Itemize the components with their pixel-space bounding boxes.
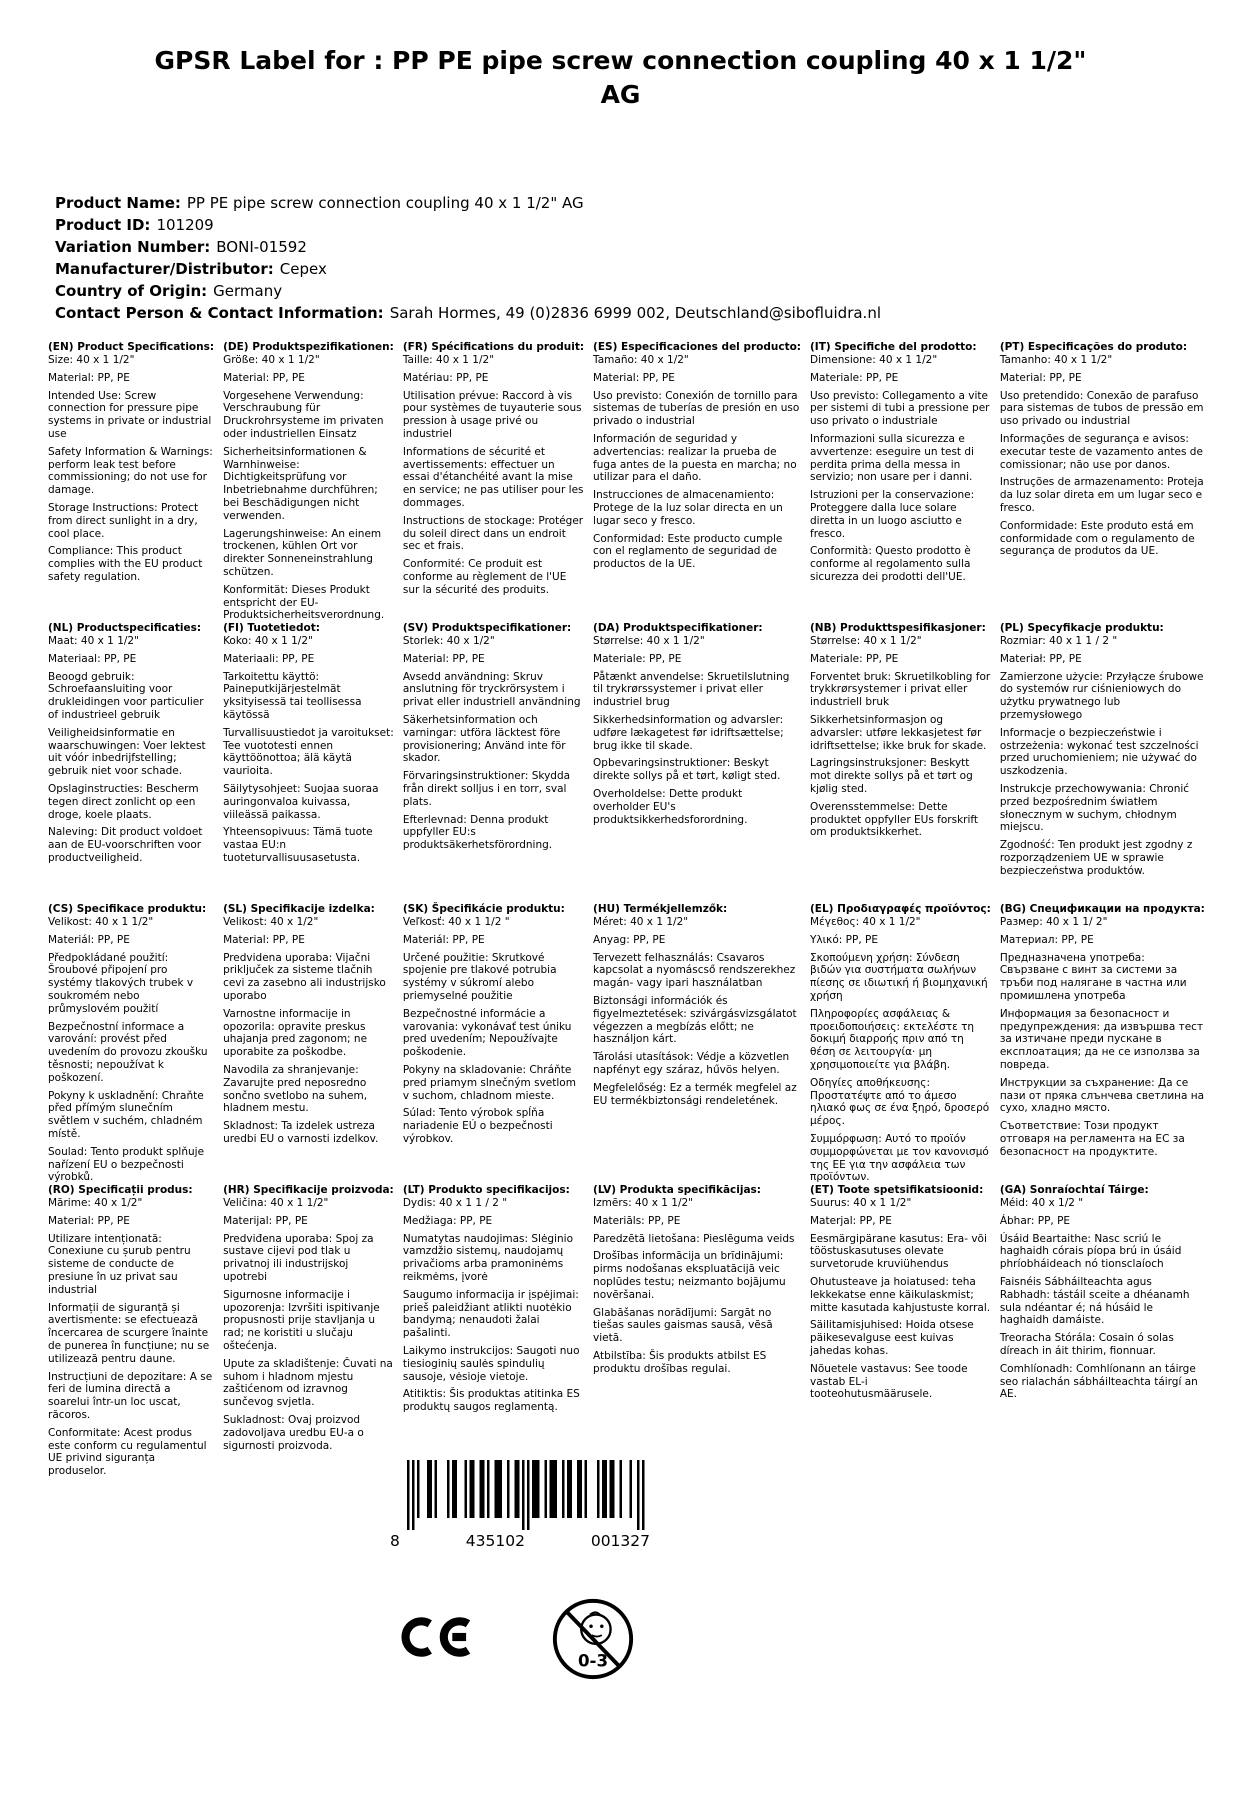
- language-grid: [48, 341, 1205, 1478]
- language-block: [593, 622, 801, 903]
- language-block: [48, 1184, 214, 1478]
- spec-paragraph: Materiale: PP, PE: [810, 652, 899, 665]
- product-info-label: Country of Origin:: [55, 282, 208, 300]
- spec-paragraph: Instrucțiuni de depozitare: A se feri de lumina directă a soarelui într-un loc uscat, răcoros.: [48, 1370, 213, 1421]
- spec-paragraph: Overensstemmelse: Dette produktet oppfyller EUs forskrift om produktsikkerhet.: [810, 800, 979, 839]
- spec-paragraph: Инструкции за съхранение: Да се пази от пряка слънчева светлина на сухо, хладно място.: [999, 1076, 1205, 1115]
- block-heading: (LV) Produkta specifikācijas:: [593, 1184, 762, 1196]
- spec-paragraph: Treoracha Stórála: Cosain ó solas díreach in áit thirim, fionnuar.: [999, 1332, 1174, 1357]
- product-info-label: Product Name:: [55, 194, 181, 212]
- spec-paragraph: Materiale: PP, PE: [810, 371, 899, 384]
- spec-paragraph: Suurus: 40 x 1 1/2": [810, 1197, 912, 1209]
- spec-paragraph: Materiale: PP, PE: [593, 652, 682, 665]
- language-block: [810, 341, 991, 622]
- block-body: [1000, 635, 1205, 878]
- spec-paragraph: Zamierzone użycie: Przyłącze śrubowe do systemów rur ciśnieniowych do użytku prywatnego lub przemysłowego: [999, 670, 1204, 721]
- block-heading: (FI) Tuotetiedot:: [223, 622, 320, 634]
- spec-paragraph: Sigurnosne informacije i upozorenja: Izvršiti ispitivanje propusnosti prije stavljanja u rad; ne koristiti u slučaju oštećenja.: [223, 1288, 380, 1352]
- block-body: [403, 1197, 584, 1414]
- spec-paragraph: Efterlevnad: Denna produkt uppfyller EU:s produktsäkerhetsförordning.: [402, 813, 553, 852]
- block-body: [810, 354, 991, 584]
- spec-paragraph: Medžiaga: PP, PE: [402, 1214, 493, 1227]
- spec-paragraph: Faisnéis Sábháilteachta agus Rabhadh: tástáil sceite a dhéanamh sula ndéantar é; ná húsáid le haghaidh damáiste.: [999, 1275, 1190, 1327]
- language-block: [593, 1184, 801, 1465]
- block-body: [593, 635, 801, 826]
- spec-paragraph: Konformität: Dieses Produkt entspricht der EU-Produktsicherheitsverordnung.: [223, 583, 385, 622]
- spec-paragraph: Opbevaringsinstruktioner: Beskyt direkte sollys på et tørt, køligt sted.: [593, 757, 781, 783]
- product-info-row: [55, 192, 881, 214]
- product-info-value: BONI-01592: [216, 238, 307, 256]
- spec-paragraph: Bezpečnostné informácie a varovania: vykonávať test úniku pred uvedením; Nepoužívajte poškodenie.: [402, 1007, 572, 1059]
- spec-paragraph: Taille: 40 x 1 1/2": [402, 354, 495, 366]
- page-title: [60, 44, 1181, 112]
- product-info-row: [55, 280, 881, 302]
- spec-paragraph: Conformità: Questo prodotto è conforme al regolamento sulla sicurezza dei prodotti dell'UE.: [810, 545, 971, 583]
- spec-paragraph: Storlek: 40 x 1/2": [402, 635, 495, 647]
- spec-paragraph: Yhteensopivuus: Tämä tuote vastaa EU:n tuoteturvallisuusasetusta.: [223, 826, 373, 864]
- page-title-line1: GPSR Label for : PP PE pipe screw connection coupling 40 x 1 1/2": [154, 46, 1087, 75]
- spec-paragraph: Méret: 40 x 1 1/2": [593, 916, 689, 928]
- block-heading: (GA) Sonraíochtaí Táirge:: [999, 1184, 1149, 1196]
- block-body: [403, 354, 584, 597]
- spec-paragraph: Sikkerhetsinformasjon og advarsler: utføre lekkasjetest før idriftsettelse; ikke bruk for skade.: [810, 713, 987, 752]
- language-block: [223, 622, 394, 903]
- spec-paragraph: Méid: 40 x 1/2 ": [999, 1197, 1084, 1209]
- spec-paragraph: Skladnost: Ta izdelek ustreza uredbi EU o varnosti izdelkov.: [223, 1120, 379, 1145]
- block-heading: (HR) Specifikacije proizvoda:: [223, 1184, 394, 1196]
- block-heading: (SL) Specifikacije izdelka:: [223, 903, 375, 915]
- spec-paragraph: Tarkoitettu käyttö: Paineputkijärjestelmät yksityisessä tai teollisessa käytössä: [223, 670, 362, 721]
- spec-paragraph: Materiāls: PP, PE: [593, 1214, 681, 1227]
- spec-paragraph: Pokyny k uskladnění: Chraňte před přímým slunečním světlem v suchém, chladném místě.: [48, 1089, 204, 1140]
- spec-paragraph: Material: PP, PE: [402, 652, 485, 665]
- block-body: [48, 1197, 214, 1478]
- spec-paragraph: Instrucciones de almacenamiento: Protege de la luz solar directa en un lugar seco y fresco.: [593, 489, 783, 527]
- language-block: [1000, 903, 1205, 1184]
- spec-paragraph: Upute za skladištenje: Čuvati na suhom i hladnom mjestu zaštićenom od izravnog sunčevog svjetla.: [223, 1357, 393, 1409]
- product-info-row: [55, 258, 881, 280]
- spec-paragraph: Σκοπούμενη χρήση: Σύνδεση βιδών για συστήματα σωλήνων πίεσης σε ιδιωτική ή βιομηχανική χρήση: [810, 951, 988, 1002]
- spec-paragraph: Größe: 40 x 1 1/2": [223, 354, 320, 366]
- block-body: [1000, 1197, 1205, 1401]
- spec-paragraph: Lagringsinstruksjoner: Beskytt mot direkte sollys på et tørt og kjølig sted.: [810, 757, 973, 795]
- spec-paragraph: Určené použitie: Skrutkové spojenie pre tlakové potrubia systémy v súkromí alebo priemyselné použitie: [402, 951, 557, 1002]
- spec-paragraph: Saugumo informacija ir įspėjimai: prieš paleidžiant atlikti nuotėkio bandymą; nenaudoti žalai pašalinti.: [402, 1288, 579, 1340]
- block-body: [1000, 354, 1205, 558]
- block-body: [223, 1197, 394, 1452]
- spec-paragraph: Compliance: This product complies with the EU product safety regulation.: [48, 545, 203, 583]
- language-block: [593, 341, 801, 622]
- block-heading: (EL) Προδιαγραφές προϊόντος:: [810, 903, 991, 915]
- product-info-value: Germany: [213, 282, 283, 300]
- spec-paragraph: Informações de segurança e avisos: executar teste de vazamento antes de comissionar; não use por danos.: [999, 432, 1203, 471]
- spec-paragraph: Ohutusteave ja hoiatused: teha lekkekatse enne käikulaskmist; mitte kasutada kahjustuste korral.: [810, 1275, 991, 1314]
- spec-paragraph: Uso previsto: Collegamento a vite per sistemi di tubi a pressione per uso privato o industriale: [810, 389, 990, 428]
- product-info-value: 101209: [156, 216, 214, 234]
- product-info-label: Manufacturer/Distributor:: [55, 260, 274, 278]
- spec-paragraph: Mărime: 40 x 1/2": [48, 1197, 143, 1209]
- spec-paragraph: Πληροφορίες ασφάλειας & προειδοποιήσεις: εκτελέστε τη δοκιμή διαρροής πριν από τη θέση σε λειτουργία· μη χρησιμοποιείτε για βλάβη.: [810, 1007, 975, 1071]
- spec-paragraph: Istruzioni per la conservazione: Proteggere dalla luce solare diretta in un luogo asciutto e fresco.: [810, 489, 975, 540]
- spec-paragraph: Intended Use: Screw connection for pressure pipe systems in private or industrial use: [48, 389, 212, 440]
- spec-paragraph: Dimensione: 40 x 1 1/2": [810, 354, 938, 366]
- spec-paragraph: Tamanho: 40 x 1 1/2": [999, 354, 1113, 366]
- spec-paragraph: Påtænkt anvendelse: Skruetilslutning til trykrørssystemer i privat eller industriel brug: [593, 670, 790, 709]
- spec-paragraph: Instrukcje przechowywania: Chronić przed bezpośrednim światłem słonecznym w suchym, chłodnym miejscu.: [999, 782, 1190, 834]
- language-block: [810, 622, 991, 903]
- spec-paragraph: Glabāšanas norādījumi: Sargāt no tiešas saules gaismas sausā, vēsā vietā.: [593, 1306, 773, 1345]
- language-block: [223, 1184, 394, 1465]
- language-block: [223, 903, 394, 1184]
- spec-paragraph: Sicherheitsinformationen & Warnhinweise: Dichtigkeitsprüfung vor Inbetriebnahme durchführen; bei Beschädigungen nicht verwenden.: [223, 445, 378, 522]
- spec-paragraph: Förvaringsinstruktioner: Skydda från direkt solljus i en torr, sval plats.: [402, 770, 571, 808]
- spec-paragraph: Størrelse: 40 x 1 1/2": [810, 635, 922, 647]
- spec-paragraph: Материал: PP, PE: [999, 933, 1094, 946]
- spec-paragraph: Forventet bruk: Skruetilkobling for trykkrørsystemer i privat eller industriell bruk: [810, 670, 991, 709]
- spec-paragraph: Vorgesehene Verwendung: Verschraubung für Druckrohrsysteme im privaten oder industriellen Einsatz: [223, 389, 384, 440]
- spec-paragraph: Varnostne informacije in opozorila: opravite preskus uhajanja pred zagonom; ne uporabite za poškodbe.: [223, 1007, 368, 1059]
- spec-paragraph: Megfelelőség: Ez a termék megfelel az EU termékbiztonsági rendeletének.: [593, 1081, 797, 1107]
- spec-paragraph: Veľkosť: 40 x 1 1/2 ": [402, 916, 510, 928]
- block-heading: (NL) Productspecificaties:: [48, 622, 202, 634]
- spec-paragraph: Predvidena uporaba: Vijačni priključek za sisteme tlačnih cevi za zasebno ali industrijsko uporabo: [223, 951, 386, 1002]
- spec-paragraph: Säilitamisjuhised: Hoida otsese päikesevalguse eest kuivas jahedas kohas.: [810, 1319, 974, 1357]
- block-heading: (ET) Toote spetsifikatsioonid:: [810, 1184, 984, 1196]
- block-body: [403, 916, 584, 1146]
- spec-paragraph: Nõuetele vastavus: See toode vastab EL-i tooteohutusmäärusele.: [810, 1362, 968, 1401]
- spec-paragraph: Veiligheidsinformatie en waarschuwingen: Voer lektest uit vóór inbedrijfstelling; gebruik niet voor schade.: [48, 726, 206, 778]
- spec-paragraph: Atitiktis: Šis produktas atitinka ES produktų saugos reglamentą.: [402, 1388, 580, 1414]
- block-heading: (PT) Especificações do produto:: [999, 341, 1188, 353]
- spec-paragraph: Izmērs: 40 x 1 1/2": [593, 1197, 694, 1209]
- block-body: [48, 635, 214, 865]
- block-body: [403, 635, 584, 852]
- language-block: [593, 903, 801, 1184]
- spec-paragraph: Materiaal: PP, PE: [48, 652, 137, 665]
- product-info-label: Product ID:: [55, 216, 151, 234]
- block-body: [593, 1197, 801, 1376]
- spec-paragraph: Laikymo instrukcijos: Saugoti nuo tiesioginių saulės spindulių sausoje, vėsioje vietoje.: [402, 1344, 580, 1383]
- spec-paragraph: Material: PP, PE: [48, 371, 130, 384]
- spec-paragraph: Overholdelse: Dette produkt overholder EU's produktsikkerhedsforordning.: [593, 787, 748, 826]
- spec-paragraph: Предназначена употреба: Свързване с винт за системи за тръби под налягане в частна или промишлена употреба: [999, 951, 1187, 1002]
- barcode-digit-group: 001327: [590, 1532, 650, 1550]
- spec-paragraph: Säkerhetsinformation och varningar: utföra läcktest före provisionering; Använd inte för skador.: [402, 713, 566, 765]
- spec-paragraph: Informații de siguranță și avertismente: se efectuează încercarea de scurgere înainte de punerea în funcțiune; nu se utilizează pentru daune.: [48, 1301, 210, 1365]
- spec-paragraph: Ábhar: PP, PE: [999, 1214, 1071, 1227]
- block-heading: (CS) Specifikace produktu:: [48, 903, 207, 915]
- spec-paragraph: Beoogd gebruik: Schroefaansluiting voor drukleidingen voor particulier of industrieel gebruik: [48, 670, 204, 721]
- spec-paragraph: Información de seguridad y advertencias: realizar la prueba de fuga antes de la puesta en marcha; no utilizar para el daño.: [593, 432, 797, 484]
- spec-paragraph: Informazioni sulla sicurezza e avvertenze: eseguire un test di perdita prima della messa in servizio; non usare per i danni.: [810, 432, 974, 484]
- language-block: [403, 622, 584, 903]
- product-info-row: [55, 236, 881, 258]
- block-body: [1000, 916, 1205, 1159]
- spec-paragraph: Comhlíonadh: Comhlíonann an táirge seo rialachán sábháilteachta táirgí an AE.: [999, 1362, 1198, 1401]
- spec-paragraph: Material: PP, PE: [48, 1214, 130, 1227]
- spec-paragraph: Informacje o bezpieczeństwie i ostrzeżenia: wykonać test szczelności przed uruchomieniem; nie używać do uszkodzenia.: [999, 726, 1199, 778]
- block-body: [810, 916, 991, 1184]
- spec-paragraph: Bezpečnostní informace a varování: provést před uvedením do provozu zkoušku těsnosti; nepoužívat k poškození.: [48, 1020, 208, 1084]
- age-warning-label: 0-3: [577, 1651, 609, 1671]
- block-body: [593, 916, 801, 1107]
- spec-paragraph: Material: PP, PE: [223, 371, 305, 384]
- spec-paragraph: Zgodność: Ten produkt jest zgodny z rozporządzeniem UE w sprawie bezpieczeństwa produktów.: [999, 839, 1193, 877]
- language-block: [48, 341, 214, 622]
- spec-paragraph: Materiál: PP, PE: [48, 933, 130, 946]
- barcode-bars: [407, 1460, 645, 1530]
- product-info-value: Cepex: [279, 260, 327, 278]
- language-block: [223, 341, 394, 622]
- language-block: [1000, 341, 1205, 622]
- spec-paragraph: Utilizare intenționată: Conexiune cu șurub pentru sisteme de conducte de presiune în uz privat sau industrial: [48, 1232, 191, 1296]
- language-block: [48, 903, 214, 1184]
- spec-paragraph: Materiaali: PP, PE: [223, 652, 315, 665]
- spec-paragraph: Úsáid Beartaithe: Nasc scriú le haghaidh córais píopa brú in úsáid phríobháideach nó tionsclaíoch: [999, 1232, 1182, 1271]
- block-heading: (RO) Specificații produs:: [48, 1184, 193, 1196]
- spec-paragraph: Размер: 40 x 1 1/ 2": [999, 916, 1108, 928]
- spec-paragraph: Materiał: PP, PE: [999, 652, 1082, 665]
- spec-paragraph: Størrelse: 40 x 1 1/2": [593, 635, 705, 647]
- language-block: [810, 1184, 991, 1465]
- spec-paragraph: Dydis: 40 x 1 1 / 2 ": [402, 1197, 508, 1209]
- spec-paragraph: Súlad: Tento výrobok spĺňa nariadenie EÚ o bezpečnosti výrobkov.: [402, 1107, 553, 1145]
- product-info-label: Contact Person & Contact Information:: [55, 304, 384, 322]
- spec-paragraph: Safety Information & Warnings: perform leak test before commissioning; do not use for damage.: [48, 445, 213, 497]
- age-warning-icon: [549, 1595, 637, 1683]
- spec-paragraph: Sikkerhedsinformation og advarsler: udføre lækagetest før idriftsættelse; brug ikke til skade.: [593, 713, 784, 752]
- block-heading: (SV) Produktspecifikationer:: [402, 622, 572, 634]
- block-body: [48, 354, 214, 584]
- spec-paragraph: Materjal: PP, PE: [810, 1214, 892, 1227]
- spec-paragraph: Material: PP, PE: [593, 371, 675, 384]
- spec-paragraph: Rozmiar: 40 x 1 1 / 2 ": [999, 635, 1118, 647]
- block-heading: (NB) Produkttspesifikasjoner:: [810, 622, 986, 634]
- spec-paragraph: Uso previsto: Conexión de tornillo para sistemas de tuberías de presión en uso privado o industrial: [593, 389, 800, 428]
- spec-paragraph: Sukladnost: Ovaj proizvod zadovoljava uredbu EU-a o sigurnosti proizvoda.: [223, 1413, 364, 1452]
- spec-paragraph: Maat: 40 x 1 1/2": [48, 635, 139, 647]
- barcode-digit-group: 435102: [465, 1532, 525, 1550]
- spec-paragraph: Atbilstība: Šis produkts atbilst ES produktu drošības regulai.: [593, 1349, 767, 1375]
- block-heading: (LT) Produkto specifikacijos:: [402, 1184, 570, 1196]
- barcode-digit-group: 8: [390, 1532, 400, 1550]
- spec-paragraph: Съответствие: Този продукт отговаря на регламента на ЕС за безопасност на продуктите.: [999, 1120, 1185, 1158]
- product-info-row: [55, 214, 881, 236]
- spec-paragraph: Avsedd användning: Skruv anslutning för tryckrörsystem i privat eller industriell användning: [402, 670, 581, 709]
- spec-paragraph: Matériau: PP, PE: [402, 371, 489, 384]
- spec-paragraph: Lagerungshinweise: An einem trockenen, kühlen Ort vor direkter Sonneneinstrahlung schützen.: [223, 527, 382, 578]
- spec-paragraph: Veličina: 40 x 1 1/2": [223, 1197, 329, 1209]
- spec-paragraph: Soulad: Tento produkt splňuje nařízení EU o bezpečnosti výrobků.: [48, 1145, 205, 1184]
- block-heading: (IT) Specifiche del prodotto:: [810, 341, 977, 353]
- spec-paragraph: Velikost: 40 x 1/2": [223, 916, 319, 928]
- block-body: [48, 916, 214, 1184]
- block-heading: (ES) Especificaciones del producto:: [593, 341, 801, 353]
- spec-paragraph: Turvallisuustiedot ja varoitukset: Tee vuototesti ennen käyttöönottoa; älä käytä vaurioita.: [223, 726, 394, 778]
- product-info-value: Sarah Hormes, 49 (0)2836 6999 002, Deutschland@sibofluidra.nl: [389, 304, 881, 322]
- spec-paragraph: Informations de sécurité et avertissements: effectuer un essai d'étanchéité avant la mise en service; ne pas utiliser pour les dommages.: [402, 445, 584, 509]
- product-info-row: [55, 302, 881, 324]
- spec-paragraph: Opslaginstructies: Bescherm tegen direct zonlicht op een droge, koele plaats.: [48, 782, 199, 821]
- spec-paragraph: Velikost: 40 x 1 1/2": [48, 916, 154, 928]
- spec-paragraph: Materiál: PP, PE: [402, 933, 485, 946]
- spec-paragraph: Instruções de armazenamento: Proteja da luz solar direta em um lugar seco e fresco.: [999, 476, 1204, 514]
- spec-paragraph: Instructions de stockage: Protéger du soleil direct dans un endroit sec et frais.: [402, 514, 584, 553]
- spec-paragraph: Информация за безопасност и предупреждения: да извършва тест за изтичане преди пускане в експлоатация; да не се използва за повреда.: [999, 1007, 1204, 1071]
- spec-paragraph: Koko: 40 x 1 1/2": [223, 635, 313, 647]
- language-block: [48, 622, 214, 903]
- spec-paragraph: Συμμόρφωση: Αυτό το προϊόν συμμορφώνεται με τον κανονισμό της ΕΕ για την ασφάλεια των προϊόντων.: [810, 1132, 989, 1184]
- language-block: [403, 341, 584, 622]
- spec-paragraph: Uso pretendido: Conexão de parafuso para sistemas de tubos de pressão em uso privado ou industrial: [999, 389, 1204, 428]
- spec-paragraph: Utilisation prévue: Raccord à vis pour systèmes de tuyauterie sous pression à usage privé ou industriel: [402, 389, 582, 440]
- spec-paragraph: Naleving: Dit product voldoet aan de EU-voorschriften voor productveiligheid.: [48, 826, 203, 864]
- spec-paragraph: Drošības informācija un brīdinājumi: pirms nodošanas ekspluatācijā veic noplūdes testu; neizmanto bojājumu novēršanai.: [593, 1250, 786, 1301]
- spec-paragraph: Οδηγίες αποθήκευσης: Προστατέψτε από το άμεσο ηλιακό φως σε ένα ξηρό, δροσερό μέρος.: [810, 1076, 990, 1128]
- block-body: [810, 635, 991, 839]
- spec-paragraph: Υλικό: PP, PE: [810, 933, 878, 946]
- spec-paragraph: Conformité: Ce produit est conforme au règlement de l'UE sur la sécurité des produits.: [402, 558, 567, 596]
- spec-paragraph: Tervezett felhasználás: Csavaros kapcsolat a nyomáscső rendszerekhez magán- vagy ipari használatban: [593, 951, 796, 990]
- block-body: [223, 635, 394, 865]
- block-heading: (EN) Product Specifications:: [48, 341, 215, 353]
- spec-paragraph: Tamaño: 40 x 1/2": [593, 354, 689, 366]
- spec-paragraph: Material: PP, PE: [223, 933, 305, 946]
- spec-paragraph: Conformidade: Este produto está em conformidade com o regulamento de segurança de produtos da UE.: [999, 519, 1195, 558]
- spec-paragraph: Μέγεθος: 40 x 1 1/2": [810, 916, 921, 928]
- block-heading: (PL) Specyfikacje produktu:: [999, 622, 1164, 634]
- spec-paragraph: Materijal: PP, PE: [223, 1214, 308, 1227]
- spec-paragraph: Conformidad: Este producto cumple con el reglamento de seguridad de productos de la UE.: [593, 532, 783, 571]
- language-block: [403, 1184, 584, 1465]
- spec-paragraph: Tárolási utasítások: Védje a közvetlen napfényt egy száraz, hűvös helyen.: [593, 1051, 790, 1076]
- block-body: [223, 916, 394, 1146]
- spec-paragraph: Pokyny na skladovanie: Chráňte pred priamym slnečným svetlom v suchom, chladnom mieste.: [402, 1063, 576, 1102]
- block-heading: (HU) Termékjellemzők:: [593, 903, 728, 915]
- spec-paragraph: Material: PP, PE: [999, 371, 1082, 384]
- block-body: [810, 1197, 991, 1401]
- block-heading: (DA) Produktspecifikationer:: [593, 622, 763, 634]
- spec-paragraph: Eesmärgipärane kasutus: Era- või tööstuskasutuses olevate survetorude kruviühendus: [810, 1232, 987, 1271]
- spec-paragraph: Navodila za shranjevanje: Zavarujte pred neposredno sončno svetlobo na suhem, hladnem mestu.: [223, 1063, 368, 1115]
- block-body: [223, 354, 394, 622]
- product-info-section: [55, 192, 881, 324]
- barcode-digits: [388, 1532, 664, 1550]
- spec-paragraph: Size: 40 x 1 1/2": [48, 354, 135, 366]
- spec-paragraph: Předpokládané použití: Šroubové připojení pro systémy tlakových trubek v soukromém nebo průmyslovém použití: [48, 951, 194, 1015]
- language-block: [1000, 1184, 1205, 1465]
- product-info-label: Variation Number:: [55, 238, 211, 256]
- block-heading: (FR) Spécifications du produit:: [402, 341, 585, 353]
- spec-paragraph: Storage Instructions: Protect from direct sunlight in a dry, cool place.: [48, 501, 199, 540]
- language-block: [1000, 622, 1205, 903]
- spec-paragraph: Säilytysohjeet: Suojaa suoraa auringonvaloa kuivassa, viileässä paikassa.: [223, 782, 379, 821]
- block-heading: (BG) Спецификации на продукта:: [999, 903, 1205, 915]
- ce-mark-icon: [399, 1608, 473, 1666]
- language-block: [403, 903, 584, 1184]
- spec-paragraph: Paredzētā lietošana: Pieslēguma veids: [593, 1232, 795, 1245]
- spec-paragraph: Numatytas naudojimas: Slėginio vamzdžio sistemų, naudojamų privačioms arba pramoninėms reikmėms, įvorė: [402, 1232, 574, 1283]
- language-block: [810, 903, 991, 1184]
- page-title-line2: AG: [600, 79, 641, 109]
- spec-paragraph: Conformitate: Acest produs este conform cu regulamentul UE privind siguranța produselor.: [48, 1426, 207, 1478]
- block-heading: (SK) Špecifikácie produktu:: [402, 903, 565, 915]
- spec-paragraph: Biztonsági információk és figyelmeztetések: szivárgásvizsgálatot végezzen a megbízás előtt; ne használjon kárt.: [593, 994, 797, 1046]
- spec-paragraph: Predviđena uporaba: Spoj za sustave cijevi pod tlak u privatnoj ili industrijskoj upotrebi: [223, 1232, 374, 1283]
- ean-barcode: [388, 1460, 664, 1550]
- product-info-value: PP PE pipe screw connection coupling 40 x 1 1/2" AG: [186, 194, 584, 212]
- block-body: [593, 354, 801, 571]
- spec-paragraph: Anyag: PP, PE: [593, 933, 666, 946]
- block-heading: (DE) Produktspezifikationen:: [223, 341, 394, 353]
